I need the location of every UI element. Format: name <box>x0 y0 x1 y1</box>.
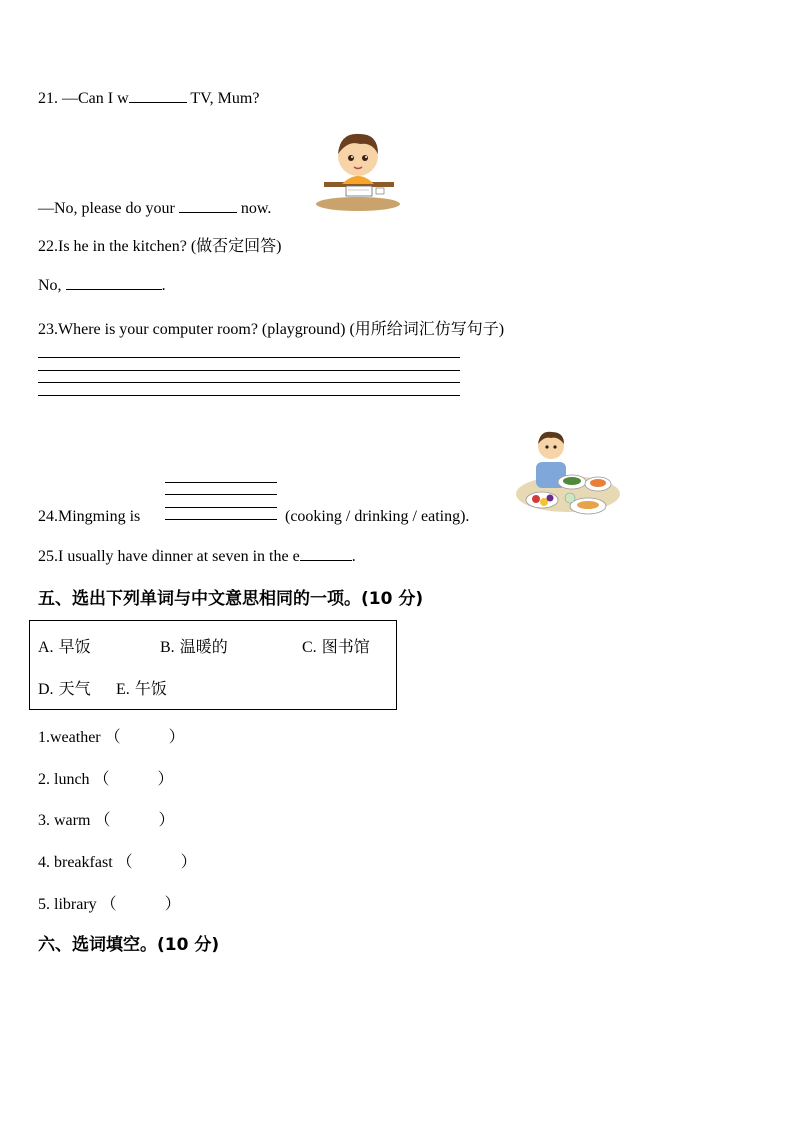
option-text: 早饭 <box>58 637 91 656</box>
answer-bracket[interactable]: （ ） <box>93 769 174 788</box>
q25-blank[interactable] <box>300 546 352 561</box>
q23-answer-line-2[interactable] <box>38 370 460 371</box>
option-text: 天气 <box>58 679 91 698</box>
q23-answer-line-1[interactable] <box>38 357 460 358</box>
section-5-heading: 五、选出下列单词与中文意思相同的一项。(10 分) <box>38 589 424 609</box>
match-item-word: 1.weather <box>38 729 101 746</box>
question-24-options: (cooking / drinking / eating). <box>285 508 470 525</box>
q21-blank-2[interactable] <box>179 198 237 213</box>
q21-blank-1[interactable] <box>129 88 187 103</box>
match-item-word: 2. lunch <box>38 771 90 788</box>
option-c <box>302 634 370 657</box>
question-24-prompt: 24.Mingming is <box>38 508 141 525</box>
option-letter: C. <box>302 639 317 656</box>
q22-answer-start: No, <box>38 277 62 294</box>
q21-prompt-start: 21. —Can I w <box>38 90 129 107</box>
match-item-word: 4. breakfast <box>38 854 113 871</box>
q23-answer-line-4[interactable] <box>38 395 460 396</box>
answer-bracket[interactable]: （ ） <box>100 894 181 913</box>
option-text: 午饭 <box>134 679 167 698</box>
option-d <box>38 676 91 699</box>
match-item-3 <box>38 807 174 830</box>
match-item-word: 3. warm <box>38 812 91 829</box>
match-item-4 <box>38 849 197 872</box>
boy-eating-dinner-illustration <box>514 426 622 520</box>
option-text: 温暖的 <box>179 637 228 656</box>
option-letter: E. <box>116 681 130 698</box>
option-letter: A. <box>38 639 54 656</box>
options-box <box>29 620 397 710</box>
q25-start: 25.I usually have dinner at seven in the e <box>38 548 300 565</box>
q24-answer-line-3[interactable] <box>165 507 277 508</box>
question-25-prompt <box>38 546 356 566</box>
option-a <box>38 634 91 657</box>
answer-bracket[interactable]: （ ） <box>104 727 185 746</box>
q21-answer-end: now. <box>240 200 272 217</box>
option-text: 图书馆 <box>321 637 370 656</box>
question-22-answer <box>38 275 166 295</box>
q21-prompt-end: TV, Mum? <box>190 90 260 107</box>
answer-bracket[interactable]: （ ） <box>94 810 175 829</box>
q21-answer-start: —No, please do your <box>38 200 175 217</box>
q22-answer-end: . <box>161 277 166 294</box>
q23-answer-line-3[interactable] <box>38 382 460 383</box>
option-e <box>116 676 167 699</box>
q24-answer-line-4[interactable] <box>165 519 277 520</box>
match-item-1 <box>38 724 185 747</box>
q25-end: . <box>351 548 356 565</box>
match-item-2 <box>38 766 174 789</box>
q24-answer-line-1[interactable] <box>165 482 277 483</box>
option-letter: B. <box>160 639 175 656</box>
question-22-prompt: 22.Is he in the kitchen? (做否定回答) <box>38 238 282 255</box>
match-item-5 <box>38 891 181 914</box>
option-b <box>160 634 228 657</box>
option-letter: D. <box>38 681 54 698</box>
question-21-answer <box>38 198 271 218</box>
q24-answer-line-2[interactable] <box>165 494 277 495</box>
section-6-heading: 六、选词填空。(10 分) <box>38 935 220 955</box>
match-item-word: 5. library <box>38 896 97 913</box>
question-23-prompt: 23.Where is your computer room? (playground) (用所给词汇仿写句子) <box>38 321 505 338</box>
question-21-prompt <box>38 88 259 108</box>
q22-blank[interactable] <box>66 275 162 290</box>
boy-doing-homework-illustration <box>314 124 404 214</box>
answer-bracket[interactable]: （ ） <box>116 852 197 871</box>
